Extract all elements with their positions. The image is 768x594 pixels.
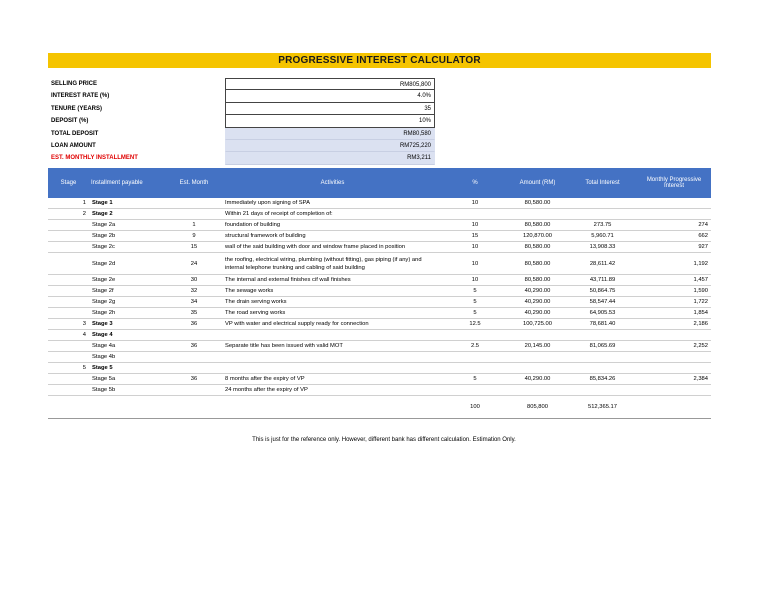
- summary-row-tenure: [48, 103, 438, 115]
- table-row: [48, 231, 711, 242]
- activity-cell: Separate title has been issued with valid MOT: [222, 341, 443, 352]
- stage-number-cell: [48, 352, 89, 363]
- est-month-cell: 32: [166, 286, 222, 297]
- table-row: [48, 330, 711, 341]
- percent-cell: 5: [443, 297, 507, 308]
- stage-number-cell: [48, 231, 89, 242]
- stage-name-cell: Stage 4: [89, 330, 166, 341]
- monthly-interest-cell: 274: [637, 220, 711, 231]
- schedule-table: [48, 168, 711, 419]
- total-interest-cell: [568, 330, 637, 341]
- stage-name-cell: Stage 2b: [89, 231, 166, 242]
- activity-cell: [222, 363, 443, 374]
- activity-cell: Immediately upon signing of SPA: [222, 198, 443, 209]
- monthly-interest-cell: 2,384: [637, 374, 711, 385]
- table-row: [48, 352, 711, 363]
- table-row: [48, 242, 711, 253]
- stage-number-cell: [48, 297, 89, 308]
- amount-cell: 120,870.00: [507, 231, 568, 242]
- stage-name-cell: Stage 2h: [89, 308, 166, 319]
- tenure-input[interactable]: 35: [225, 103, 435, 115]
- table-row: [48, 374, 711, 385]
- selling-price-input[interactable]: RM805,800: [225, 78, 435, 90]
- percent-cell: [443, 352, 507, 363]
- stage-name-cell: Stage 2e: [89, 275, 166, 286]
- stage-name-cell: Stage 1: [89, 198, 166, 209]
- percent-cell: [443, 363, 507, 374]
- est-month-cell: 35: [166, 308, 222, 319]
- activity-cell: 24 months after the expiry of VP: [222, 385, 443, 396]
- percent-cell: 2.5: [443, 341, 507, 352]
- percent-cell: 10: [443, 253, 507, 275]
- stage-name-cell: Stage 5: [89, 363, 166, 374]
- total-interest-cell: 13,908.33: [568, 242, 637, 253]
- percent-cell: 10: [443, 242, 507, 253]
- table-row: [48, 286, 711, 297]
- est-month-cell: 34: [166, 297, 222, 308]
- total-interest-cell: 58,547.44: [568, 297, 637, 308]
- est-month-cell: [166, 330, 222, 341]
- stage-name-cell: Stage 2a: [89, 220, 166, 231]
- monthly-interest-cell: 1,854: [637, 308, 711, 319]
- amount-cell: 80,580.00: [507, 220, 568, 231]
- stage-number-cell: [48, 275, 89, 286]
- est-month-cell: 15: [166, 242, 222, 253]
- percent-cell: 10: [443, 220, 507, 231]
- est-month-cell: [166, 363, 222, 374]
- table-row: [48, 275, 711, 286]
- header-pct: %: [443, 168, 507, 198]
- est-month-cell: 24: [166, 253, 222, 275]
- total-interest-cell: 81,065.69: [568, 341, 637, 352]
- monthly-interest-cell: 1,457: [637, 275, 711, 286]
- monthly-interest-cell: 1,722: [637, 297, 711, 308]
- amount-cell: [507, 352, 568, 363]
- monthly-interest-cell: [637, 385, 711, 396]
- summary-row-selling-price: [48, 78, 438, 90]
- schedule-body: [48, 198, 711, 396]
- activity-cell: The drain serving works: [222, 297, 443, 308]
- percent-cell: 5: [443, 308, 507, 319]
- total-interest-cell: [568, 352, 637, 363]
- amount-cell: 40,290.00: [507, 374, 568, 385]
- stage-number-cell: 5: [48, 363, 89, 374]
- stage-number-cell: 4: [48, 330, 89, 341]
- monthly-interest-cell: [637, 198, 711, 209]
- est-month-cell: [166, 385, 222, 396]
- total-interest-cell: [568, 198, 637, 209]
- est-month-cell: [166, 198, 222, 209]
- activity-cell: The sewage works: [222, 286, 443, 297]
- stage-number-cell: [48, 242, 89, 253]
- interest-rate-input[interactable]: 4.0%: [225, 90, 435, 102]
- header-installment: Installment payable: [89, 168, 166, 198]
- total-interest-cell: 50,864.75: [568, 286, 637, 297]
- total-pct: 100: [443, 396, 507, 419]
- monthly-interest-cell: 662: [637, 231, 711, 242]
- summary-row-loan-amount: [48, 140, 438, 152]
- activity-cell: [222, 352, 443, 363]
- percent-cell: 10: [443, 275, 507, 286]
- stage-number-cell: [48, 286, 89, 297]
- est-month-cell: 1: [166, 220, 222, 231]
- summary-label: INTEREST RATE (%): [51, 93, 110, 100]
- amount-cell: [507, 209, 568, 220]
- est-month-cell: 36: [166, 374, 222, 385]
- summary-label: EST. MONTHLY INSTALLMENT: [51, 155, 138, 162]
- total-interest-cell: 28,611.42: [568, 253, 637, 275]
- stage-name-cell: Stage 2c: [89, 242, 166, 253]
- monthly-interest-cell: [637, 209, 711, 220]
- est-month-cell: [166, 209, 222, 220]
- percent-cell: [443, 330, 507, 341]
- percent-cell: [443, 209, 507, 220]
- monthly-installment-value: RM3,211: [225, 152, 435, 164]
- table-row: [48, 385, 711, 396]
- monthly-interest-cell: 927: [637, 242, 711, 253]
- percent-cell: 15: [443, 231, 507, 242]
- summary-label: DEPOSIT (%): [51, 118, 89, 125]
- stage-name-cell: Stage 4a: [89, 341, 166, 352]
- activity-cell: foundation of building: [222, 220, 443, 231]
- summary-panel: [48, 78, 438, 165]
- stage-name-cell: Stage 5b: [89, 385, 166, 396]
- total-interest-cell: 64,905.53: [568, 308, 637, 319]
- activity-cell: The road serving works: [222, 308, 443, 319]
- stage-name-cell: Stage 2f: [89, 286, 166, 297]
- stage-name-cell: Stage 2g: [89, 297, 166, 308]
- header-activities: Activities: [222, 168, 443, 198]
- stage-number-cell: 3: [48, 319, 89, 330]
- percent-cell: 5: [443, 286, 507, 297]
- stage-name-cell: Stage 4b: [89, 352, 166, 363]
- activity-cell: The internal and external finishes cif wall finishes: [222, 275, 443, 286]
- est-month-cell: [166, 352, 222, 363]
- amount-cell: 20,145.00: [507, 341, 568, 352]
- summary-row-deposit: [48, 115, 438, 127]
- amount-cell: 40,290.00: [507, 308, 568, 319]
- table-row: [48, 209, 711, 220]
- summary-row-total-deposit: [48, 128, 438, 140]
- amount-cell: 100,725.00: [507, 319, 568, 330]
- amount-cell: [507, 330, 568, 341]
- total-interest: 512,365.17: [568, 396, 637, 419]
- stage-number-cell: 2: [48, 209, 89, 220]
- stage-name-cell: Stage 3: [89, 319, 166, 330]
- activity-cell: Within 21 days of receipt of completion of:: [222, 209, 443, 220]
- monthly-interest-cell: [637, 330, 711, 341]
- monthly-interest-cell: 2,186: [637, 319, 711, 330]
- summary-label: TENURE (YEARS): [51, 105, 103, 112]
- table-row: [48, 308, 711, 319]
- header-stage: Stage: [48, 168, 89, 198]
- stage-number-cell: [48, 385, 89, 396]
- stage-name-cell: Stage 5a: [89, 374, 166, 385]
- stage-number-cell: [48, 220, 89, 231]
- stage-number-cell: [48, 253, 89, 275]
- activity-cell: 8 months after the expiry of VP: [222, 374, 443, 385]
- table-row: [48, 198, 711, 209]
- footnote: This is just for the reference only. However, different bank has different calculation. Estimation Only.: [252, 437, 516, 443]
- header-monthly: Monthly Progressive Interest: [637, 168, 711, 198]
- table-row: [48, 253, 711, 275]
- total-interest-cell: 85,834.26: [568, 374, 637, 385]
- summary-label: LOAN AMOUNT: [51, 142, 96, 149]
- table-row: [48, 341, 711, 352]
- header-interest: Total Interest: [568, 168, 637, 198]
- amount-cell: [507, 363, 568, 374]
- total-interest-cell: 78,681.40: [568, 319, 637, 330]
- activity-cell: the roofing, electrical wiring, plumbing (without fitting), gas piping (if any) and internal telephone trunking and cabling of said building: [222, 253, 443, 275]
- page-title: PROGRESSIVE INTEREST CALCULATOR: [48, 53, 711, 68]
- summary-row-monthly-installment: [48, 152, 438, 164]
- total-interest-cell: 43,711.89: [568, 275, 637, 286]
- activity-cell: structural framework of building: [222, 231, 443, 242]
- table-row: [48, 297, 711, 308]
- total-interest-cell: [568, 385, 637, 396]
- totals-row: [48, 396, 711, 419]
- summary-label: SELLING PRICE: [51, 81, 98, 87]
- total-interest-cell: 5,960.71: [568, 231, 637, 242]
- amount-cell: 80,580.00: [507, 198, 568, 209]
- monthly-interest-cell: 1,590: [637, 286, 711, 297]
- est-month-cell: 9: [166, 231, 222, 242]
- header-month: Est. Month: [166, 168, 222, 198]
- monthly-interest-cell: 1,192: [637, 253, 711, 275]
- stage-number-cell: [48, 341, 89, 352]
- total-interest-cell: [568, 363, 637, 374]
- table-header-row: [48, 168, 711, 198]
- total-interest-cell: [568, 209, 637, 220]
- monthly-interest-cell: [637, 352, 711, 363]
- total-deposit-value: RM80,580: [225, 128, 435, 140]
- stage-number-cell: [48, 308, 89, 319]
- stage-number-cell: [48, 374, 89, 385]
- percent-cell: [443, 385, 507, 396]
- amount-cell: 80,580.00: [507, 242, 568, 253]
- activity-cell: VP with water and electrical supply ready for connection: [222, 319, 443, 330]
- deposit-input[interactable]: 10%: [225, 115, 435, 127]
- percent-cell: 5: [443, 374, 507, 385]
- stage-number-cell: 1: [48, 198, 89, 209]
- header-amount: Amount (RM): [507, 168, 568, 198]
- summary-label: TOTAL DEPOSIT: [51, 130, 99, 137]
- summary-row-interest-rate: [48, 90, 438, 102]
- est-month-cell: 30: [166, 275, 222, 286]
- total-amount: 805,800: [507, 396, 568, 419]
- amount-cell: 40,290.00: [507, 297, 568, 308]
- loan-amount-value: RM725,220: [225, 140, 435, 152]
- stage-name-cell: Stage 2: [89, 209, 166, 220]
- total-interest-cell: 273.75: [568, 220, 637, 231]
- percent-cell: 10: [443, 198, 507, 209]
- stage-name-cell: Stage 2d: [89, 253, 166, 275]
- amount-cell: [507, 385, 568, 396]
- est-month-cell: 36: [166, 341, 222, 352]
- est-month-cell: 36: [166, 319, 222, 330]
- table-row: [48, 363, 711, 374]
- monthly-interest-cell: 2,252: [637, 341, 711, 352]
- amount-cell: 40,290.00: [507, 286, 568, 297]
- percent-cell: 12.5: [443, 319, 507, 330]
- amount-cell: 80,580.00: [507, 275, 568, 286]
- table-row: [48, 319, 711, 330]
- amount-cell: 80,580.00: [507, 253, 568, 275]
- table-row: [48, 220, 711, 231]
- monthly-interest-cell: [637, 363, 711, 374]
- activity-cell: [222, 330, 443, 341]
- activity-cell: wall of the said building with door and window frame placed in position: [222, 242, 443, 253]
